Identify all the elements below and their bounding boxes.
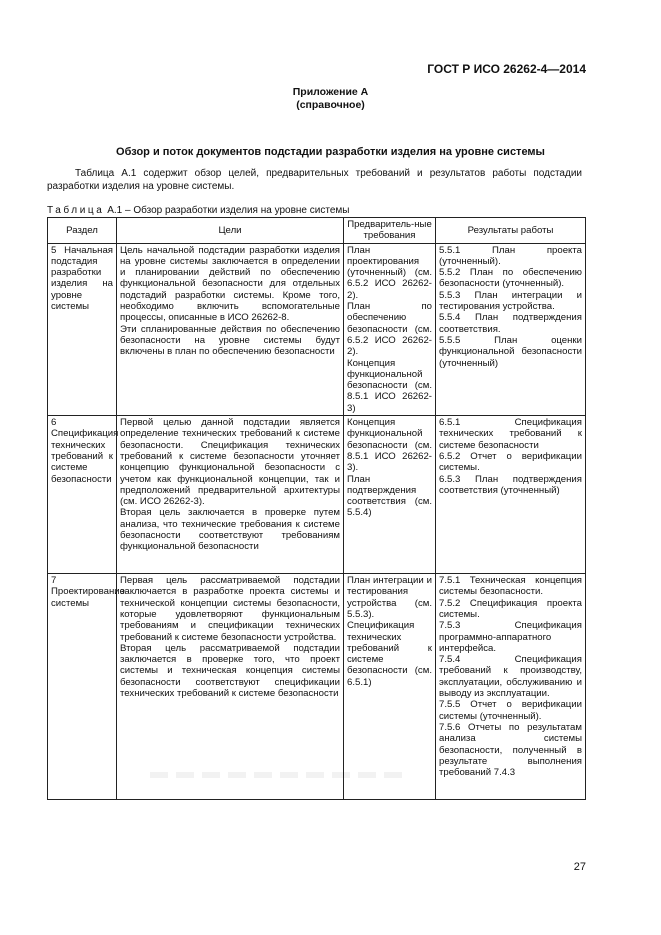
section-text: 7 Проектирование системы xyxy=(51,575,125,609)
table-row xyxy=(48,574,586,800)
cell-results xyxy=(436,416,586,574)
prereq-item: План подтверждения соответствия (см. 5.5.4) xyxy=(347,473,432,519)
goal-paragraph: Вторая цель заключается в проверке путем анализа, что технические требования к системе безопасности соответствуют требованиям функциональной безопасности xyxy=(120,507,340,553)
prereq-item: План проектирования (уточненный) (см. 6.5.2 ИСО 26262-2). xyxy=(347,244,432,301)
table-row xyxy=(48,416,586,574)
result-item: 5.5.3 План интеграции и тестирования устройства. xyxy=(439,289,582,313)
header-prereqs: Предваритель-ные требования xyxy=(344,218,436,244)
cell-results xyxy=(436,574,586,800)
page-number: 27 xyxy=(573,861,586,873)
result-item: 6.5.1 Спецификация технических требований к системе безопасности xyxy=(439,417,582,451)
result-item: 7.5.1 Техническая концепция системы безопасности. xyxy=(439,575,582,598)
section-text: 5 Начальная подстадия разработки изделия на уровне системы xyxy=(51,244,113,313)
result-item: 7.5.3 Спецификация программно-аппаратного интерфейса. xyxy=(439,620,582,654)
cell-goals xyxy=(117,243,344,415)
cell-goals xyxy=(117,574,344,800)
annex-note: (справочное) xyxy=(296,99,365,111)
goal-paragraph: Эти спланированные действия по обеспечению безопасности на уровне системы будут включены в план по обеспечению безопасности xyxy=(120,323,340,358)
prereq-item: Концепция функциональной безопасности (см. 8.5.1 ИСО 26262-3) xyxy=(347,357,432,414)
result-item: 5.5.4 План подтверждения соответствия. xyxy=(439,312,582,335)
goal-paragraph: Первой целью данной подстадии является определение технических требований к системе безопасности. Спецификация технических требований к системе безопасности уточняет концепцию функциональной безопасности с учетом как функциональной концепции, так и предположений предварительной архитектуры (см. ИСО 26262-3). xyxy=(120,417,340,508)
cell-results xyxy=(436,243,586,415)
table-caption xyxy=(47,205,349,216)
intro-paragraph: Таблица А.1 содержит обзор целей, предварительных требований и результатов работы подстадии разработки изделия на уровне системы. xyxy=(47,168,582,192)
result-item: 7.5.4 Спецификация требований к производству, эксплуатации, обслуживанию и выводу из эксплуатации. xyxy=(439,654,582,700)
header-goals: Цели xyxy=(117,218,344,244)
table-caption-text: А.1 – Обзор разработки изделия на уровне системы xyxy=(104,205,350,216)
goal-paragraph: Первая цель рассматриваемой подстадии заключается в разработке проекта системы и технической концепции системы безопасности, которые удовлетворяют функциональным требованиям и спецификации технических требований к системе безопасности устройства. xyxy=(120,575,340,643)
cell-section xyxy=(48,574,125,800)
result-item: 6.5.2 Отчет о верификации системы. xyxy=(439,450,582,474)
table-caption-prefix: Таблица xyxy=(47,205,105,216)
section-title: Обзор и поток документов подстадии разработки изделия на уровне системы xyxy=(116,146,545,158)
result-item: 5.5.5 План оценки функциональной безопасности (уточненный) xyxy=(439,334,582,369)
cell-section xyxy=(48,243,117,415)
prereq-item: План по обеспечению безопасности (см. 6.5.2 ИСО 26262-2). xyxy=(347,301,432,358)
cell-prereqs xyxy=(344,416,436,574)
result-item: 7.5.5 Отчет о верификации системы (уточненный). xyxy=(439,699,582,722)
annex-heading xyxy=(0,86,661,112)
goal-paragraph: Цель начальной подстадии разработки изделия на уровне системы заключается в определении и планировании действий по обеспечению функциональной безопасности для отдельных подстадий разработки системы. Кроме того, необходимо включить вспомогательные процессы, описанные в ИСО 26262-8. xyxy=(120,244,340,324)
prereq-item: Концепция функциональной безопасности (см. 8.5.1 ИСО 26262-3). xyxy=(347,417,432,474)
cell-section xyxy=(48,416,117,574)
scan-artifact xyxy=(150,772,410,778)
section-text: 6 Спецификация технических требований к системе безопасности xyxy=(51,417,119,485)
header-section: Раздел xyxy=(48,218,117,244)
header-results: Результаты работы xyxy=(436,218,586,244)
prereq-item: План интеграции и тестирования устройства (см. 5.5.3). xyxy=(347,575,432,620)
cell-prereqs xyxy=(344,574,436,800)
cell-prereqs xyxy=(344,243,436,415)
prereq-item: Спецификация технических требований к системе безопасности (см. 6.5.1) xyxy=(347,620,432,688)
table-header-row xyxy=(48,218,586,244)
result-item: 6.5.3 План подтверждения соответствия (уточненный) xyxy=(439,473,582,496)
document-code: ГОСТ Р ИСО 26262-4—2014 xyxy=(427,62,586,76)
result-item: 5.5.1 План проекта (уточненный). xyxy=(439,244,582,267)
goal-paragraph: Вторая цель рассматриваемой подстадии заключается в проверке того, что проект системы и техническая концепция системы безопасности соответствуют спецификации технических требований к системе безопасности xyxy=(120,642,340,700)
cell-goals xyxy=(117,416,344,574)
result-item: 7.5.6 Отчеты по результатам анализа системы безопасности, полученный в результате выполнения требований 7.4.3 xyxy=(439,721,582,779)
result-item: 7.5.2 Спецификация проекта системы. xyxy=(439,597,582,620)
overview-table xyxy=(47,217,586,800)
table-row xyxy=(48,243,586,415)
annex-title: Приложение А xyxy=(292,86,369,98)
result-item: 5.5.2 План по обеспечению безопасности (уточненный). xyxy=(439,267,582,290)
